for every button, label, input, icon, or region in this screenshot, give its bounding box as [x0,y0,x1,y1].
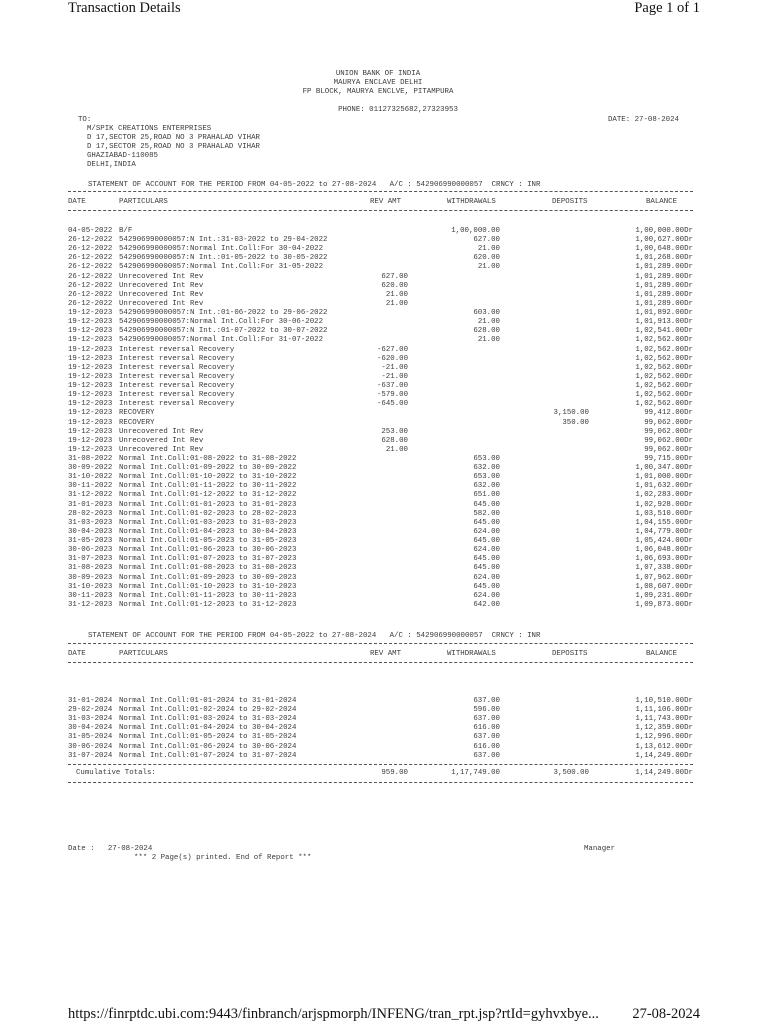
row-balance: 1,00,648.00Dr [635,245,693,254]
row-rev-amt: 620.00 [381,281,408,290]
row-withdrawals: 645.00 [473,500,500,509]
row-date: 30-11-2023 [68,591,113,600]
col-deposits: DEPOSITS [552,650,588,658]
row-date: 19-12-2023 [68,318,113,327]
row-rev-amt: -579.00 [376,391,408,400]
row-balance: 99,062.00Dr [644,427,693,436]
row-particulars: Normal Int.Coll:01-09-2023 to 30-09-2023 [119,573,297,582]
row-withdrawals: 628.00 [473,327,500,336]
table-row [0,697,768,706]
row-balance: 1,02,562.00Dr [635,400,693,409]
row-balance: 99,062.00Dr [644,418,693,427]
col-date: DATE [68,650,86,658]
row-date: 26-12-2022 [68,281,113,290]
row-withdrawals: 637.00 [473,715,500,724]
row-date: 26-12-2022 [68,236,113,245]
print-footer-date: 27-08-2024 [632,1006,700,1022]
col-rev-amt: REV AMT [370,650,402,658]
row-withdrawals: 624.00 [473,573,500,582]
table-row [0,583,768,592]
row-withdrawals: 632.00 [473,482,500,491]
row-balance: 1,04,779.00Dr [635,527,693,536]
divider [68,643,693,644]
row-date: 19-12-2023 [68,418,113,427]
row-balance: 1,02,562.00Dr [635,363,693,372]
bank-branch: MAURYA ENCLAVE DELHI [333,79,423,87]
row-particulars: RECOVERY [119,409,155,418]
row-rev-amt: 628.00 [381,436,408,445]
divider [68,191,693,192]
table-row [0,743,768,752]
row-particulars: Interest reversal Recovery [119,363,235,372]
bank-name: UNION BANK OF INDIA [335,70,421,78]
row-balance: 1,12,359.00Dr [635,724,693,733]
row-date: 26-12-2022 [68,245,113,254]
table-row [0,382,768,391]
row-particulars: 542906990000057:N Int.:01-05-2022 to 30-05-2022 [119,254,328,263]
row-rev-amt: 253.00 [381,427,408,436]
row-balance: 99,062.00Dr [644,445,693,454]
statement-period-line: STATEMENT OF ACCOUNT FOR THE PERIOD FROM 04-05-2022 to 27-08-2024 A/C : 542906990000057 CRNCY : INR [88,632,541,640]
row-particulars: Normal Int.Coll:01-06-2023 to 30-06-2023 [119,546,297,555]
row-balance: 1,01,913.00Dr [635,318,693,327]
row-balance: 1,08,607.00Dr [635,582,693,591]
row-particulars: Normal Int.Coll:01-10-2022 to 31-10-2022 [119,473,297,482]
table-row [0,706,768,715]
row-particulars: Normal Int.Coll:01-05-2023 to 31-05-2023 [119,537,297,546]
table-row [0,464,768,473]
row-withdrawals: 603.00 [473,309,500,318]
table-row [0,236,768,245]
row-deposits: 350.00 [562,418,589,427]
row-balance: 1,02,562.00Dr [635,391,693,400]
report-date: Date : 27-08-2024 [68,845,153,853]
row-date: 31-12-2023 [68,600,113,609]
row-particulars: Interest reversal Recovery [119,345,235,354]
table-row [0,546,768,555]
row-date: 19-12-2023 [68,363,113,372]
row-particulars: Normal Int.Coll:01-03-2024 to 31-03-2024 [119,715,297,724]
row-rev-amt: -21.00 [381,372,408,381]
row-particulars: 542906990000057:Normal Int.Coll:For 31-07-2022 [119,336,324,345]
row-withdrawals: 645.00 [473,537,500,546]
row-withdrawals: 653.00 [473,473,500,482]
row-particulars: Normal Int.Coll:01-03-2023 to 31-03-2023 [119,518,297,527]
row-date: 31-03-2023 [68,518,113,527]
table-row [0,574,768,583]
table-row [0,409,768,418]
table-row [0,282,768,291]
row-date: 19-12-2023 [68,400,113,409]
row-date: 31-07-2023 [68,555,113,564]
row-withdrawals: 596.00 [473,706,500,715]
col-deposits: DEPOSITS [552,198,588,206]
totals-rev-amt: 959.00 [381,769,408,777]
row-date: 19-12-2023 [68,382,113,391]
row-balance: 1,02,562.00Dr [635,336,693,345]
row-withdrawals: 642.00 [473,600,500,609]
row-particulars: Unrecovered Int Rev [119,290,204,299]
row-withdrawals: 632.00 [473,464,500,473]
row-date: 31-12-2022 [68,491,113,500]
row-date: 31-05-2024 [68,733,113,742]
row-particulars: 542906990000057:N Int.:01-06-2022 to 29-06-2022 [119,309,328,318]
table-row [0,309,768,318]
row-date: 19-12-2023 [68,327,113,336]
table-row [0,227,768,236]
row-balance: 1,01,289.00Dr [635,290,693,299]
row-date: 19-12-2023 [68,427,113,436]
customer-name: M/SPIK CREATIONS ENTERPRISES [87,125,212,133]
row-balance: 1,02,562.00Dr [635,354,693,363]
print-footer-url: https://finrptdc.ubi.com:9443/finbranch/arjspmorph/INFENG/tran_rpt.jsp?rtId=gyhvxbye... [68,1006,599,1022]
row-date: 30-04-2024 [68,724,113,733]
divider [68,764,693,765]
row-date: 31-07-2024 [68,751,113,760]
table-row [0,733,768,742]
row-rev-amt: 21.00 [385,290,408,299]
row-rev-amt: -620.00 [376,354,408,363]
row-balance: 1,00,627.00Dr [635,236,693,245]
row-balance: 1,01,632.00Dr [635,482,693,491]
col-withdrawals: WITHDRAWALS [447,198,496,206]
table-row [0,245,768,254]
statement-period-line: STATEMENT OF ACCOUNT FOR THE PERIOD FROM 04-05-2022 to 27-08-2024 A/C : 542906990000057 CRNCY : INR [88,181,541,189]
row-rev-amt: 21.00 [385,445,408,454]
print-header-page-number: Page 1 of 1 [634,0,700,16]
row-date: 19-12-2023 [68,345,113,354]
row-particulars: Unrecovered Int Rev [119,427,204,436]
row-particulars: Normal Int.Coll:01-12-2022 to 31-12-2022 [119,491,297,500]
bank-address: FP BLOCK, MAURYA ENCLVE, PITAMPURA [302,88,454,96]
row-particulars: Normal Int.Coll:01-07-2024 to 31-07-2024 [119,751,297,760]
row-date: 19-12-2023 [68,354,113,363]
row-date: 19-12-2023 [68,409,113,418]
row-balance: 1,11,106.00Dr [635,706,693,715]
row-balance: 1,04,155.00Dr [635,518,693,527]
table-row [0,428,768,437]
customer-address-line: D 17,SECTOR 25,ROAD NO 3 PRAHALAD VIHAR [87,143,260,151]
table-header [0,198,768,207]
table-row [0,254,768,263]
row-withdrawals: 21.00 [477,245,500,254]
row-balance: 1,06,048.00Dr [635,546,693,555]
divider [68,662,693,663]
table-row [0,528,768,537]
row-date: 19-12-2023 [68,445,113,454]
row-particulars: Normal Int.Coll:01-06-2024 to 30-06-2024 [119,742,297,751]
row-date: 30-04-2023 [68,527,113,536]
table-row [0,364,768,373]
row-balance: 1,02,928.00Dr [635,500,693,509]
row-withdrawals: 637.00 [473,697,500,705]
table-row [0,715,768,724]
table-row [0,373,768,382]
row-balance: 1,09,873.00Dr [635,600,693,609]
row-particulars: Normal Int.Coll:01-04-2024 to 30-04-2024 [119,724,297,733]
row-particulars: Normal Int.Coll:01-02-2024 to 29-02-2024 [119,706,297,715]
row-rev-amt: -21.00 [381,363,408,372]
col-particulars: PARTICULARS [119,650,168,658]
col-balance: BALANCE [646,198,678,206]
row-date: 30-11-2022 [68,482,113,491]
row-withdrawals: 616.00 [473,742,500,751]
row-particulars: Interest reversal Recovery [119,391,235,400]
row-balance: 1,02,562.00Dr [635,345,693,354]
row-balance: 99,062.00Dr [644,436,693,445]
row-date: 28-02-2023 [68,509,113,518]
row-balance: 1,01,000.00Dr [635,473,693,482]
table-row [0,555,768,564]
row-withdrawals: 620.00 [473,254,500,263]
table-row [0,437,768,446]
row-date: 26-12-2022 [68,272,113,281]
row-date: 30-06-2023 [68,546,113,555]
customer-city: GHAZIABAD-110085 [87,152,158,160]
totals-withdrawals: 1,17,749.00 [451,769,500,777]
row-particulars: Normal Int.Coll:01-02-2023 to 28-02-2023 [119,509,297,518]
row-particulars: 542906990000057:N Int.:31-03-2022 to 29-04-2022 [119,236,328,245]
row-balance: 1,09,231.00Dr [635,591,693,600]
row-withdrawals: 616.00 [473,724,500,733]
row-balance: 1,01,892.00Dr [635,309,693,318]
row-withdrawals: 624.00 [473,546,500,555]
row-date: 26-12-2022 [68,263,113,272]
row-balance: 1,05,424.00Dr [635,537,693,546]
manager-label: Manager [584,845,616,853]
row-balance: 99,412.00Dr [644,409,693,418]
col-particulars: PARTICULARS [119,198,168,206]
row-rev-amt: -645.00 [376,400,408,409]
row-balance: 1,11,743.00Dr [635,715,693,724]
row-particulars: Normal Int.Coll:01-11-2022 to 30-11-2022 [119,482,297,491]
row-balance: 1,00,347.00Dr [635,464,693,473]
row-date: 30-09-2023 [68,573,113,582]
row-date: 31-08-2022 [68,455,113,463]
row-balance: 1,13,612.00Dr [635,742,693,751]
row-withdrawals: 624.00 [473,591,500,600]
table-row [0,501,768,510]
col-rev-amt: REV AMT [370,198,402,206]
row-withdrawals: 21.00 [477,263,500,272]
print-header-title: Transaction Details [68,0,181,16]
table-row [0,510,768,519]
table-row [0,400,768,409]
row-date: 31-10-2023 [68,582,113,591]
row-withdrawals: 645.00 [473,555,500,564]
row-withdrawals: 1,00,000.00 [451,227,500,235]
row-particulars: Normal Int.Coll:01-01-2024 to 31-01-2024 [119,697,297,705]
row-particulars: Normal Int.Coll:01-10-2023 to 31-10-2023 [119,582,297,591]
table-row [0,336,768,345]
row-balance: 1,12,996.00Dr [635,733,693,742]
row-date: 31-08-2023 [68,564,113,573]
row-particulars: Interest reversal Recovery [119,382,235,391]
table-row [0,537,768,546]
row-balance: 1,01,289.00Dr [635,299,693,308]
row-particulars: Normal Int.Coll:01-05-2024 to 31-05-2024 [119,733,297,742]
table-row [0,263,768,272]
row-particulars: Unrecovered Int Rev [119,445,204,454]
row-balance: 1,03,510.00Dr [635,509,693,518]
row-date: 26-12-2022 [68,290,113,299]
row-withdrawals: 637.00 [473,733,500,742]
end-of-report-note: *** 2 Page(s) printed. End of Report *** [134,854,312,862]
customer-address-line: D 17,SECTOR 25,ROAD NO 3 PRAHALAD VIHAR [87,134,260,142]
row-date: 19-12-2023 [68,436,113,445]
table-row [0,455,768,464]
row-balance: 1,02,541.00Dr [635,327,693,336]
table-row [0,564,768,573]
row-withdrawals: 627.00 [473,236,500,245]
table-row [0,391,768,400]
row-particulars: Unrecovered Int Rev [119,299,204,308]
row-particulars: B/F [119,227,133,235]
row-particulars: 542906990000057:N Int.:01-07-2022 to 30-07-2022 [119,327,328,336]
table-row [0,318,768,327]
row-rev-amt: -627.00 [376,345,408,354]
row-particulars: 542906990000057:Normal Int.Coll:For 31-05-2022 [119,263,324,272]
row-withdrawals: 645.00 [473,518,500,527]
row-withdrawals: 651.00 [473,491,500,500]
row-particulars: Normal Int.Coll:01-11-2023 to 30-11-2023 [119,591,297,600]
row-particulars: Normal Int.Coll:01-09-2022 to 30-09-2022 [119,464,297,473]
row-withdrawals: 582.00 [473,509,500,518]
row-balance: 1,07,338.00Dr [635,564,693,573]
row-withdrawals: 653.00 [473,455,500,463]
cumulative-totals-row [0,769,768,778]
row-particulars: Unrecovered Int Rev [119,281,204,290]
table-row [0,300,768,309]
row-withdrawals: 637.00 [473,751,500,760]
table-row [0,601,768,610]
row-balance: 1,02,562.00Dr [635,382,693,391]
bank-phone: PHONE: 01127325682,27323953 [338,106,458,114]
row-particulars: 542906990000057:Normal Int.Coll:For 30-04-2022 [119,245,324,254]
divider [68,210,693,211]
table-row [0,291,768,300]
row-balance: 1,07,962.00Dr [635,573,693,582]
row-date: 31-10-2022 [68,473,113,482]
row-withdrawals: 645.00 [473,564,500,573]
row-rev-amt: 627.00 [381,272,408,281]
row-deposits: 3,150.00 [553,409,589,418]
row-date: 31-01-2023 [68,500,113,509]
row-particulars: Normal Int.Coll:01-07-2023 to 31-07-2023 [119,555,297,564]
row-date: 30-09-2022 [68,464,113,473]
col-withdrawals: WITHDRAWALS [447,650,496,658]
row-date: 26-12-2022 [68,254,113,263]
col-balance: BALANCE [646,650,678,658]
table-row [0,446,768,455]
row-balance: 1,01,289.00Dr [635,272,693,281]
row-balance: 1,02,283.00Dr [635,491,693,500]
row-rev-amt: -637.00 [376,382,408,391]
to-label: TO: [78,116,92,124]
table-row [0,346,768,355]
row-balance: 1,01,289.00Dr [635,281,693,290]
row-particulars: Normal Int.Coll:01-08-2022 to 31-08-2022 [119,455,297,463]
row-date: 26-12-2022 [68,299,113,308]
row-date: 31-01-2024 [68,697,113,705]
table-row [0,724,768,733]
row-date: 19-12-2023 [68,309,113,318]
totals-label: Cumulative Totals: [76,769,156,777]
totals-balance: 1,14,249.00Dr [635,769,693,777]
row-balance: 1,06,693.00Dr [635,555,693,564]
table-row [0,592,768,601]
table-row [0,273,768,282]
row-particulars: 542906990000057:Normal Int.Coll:For 30-06-2022 [119,318,324,327]
row-balance: 1,02,562.00Dr [635,372,693,381]
row-withdrawals: 624.00 [473,527,500,536]
table-header [0,650,768,659]
row-particulars: Normal Int.Coll:01-01-2023 to 31-01-2023 [119,500,297,509]
table-row [0,491,768,500]
row-particulars: RECOVERY [119,418,155,427]
row-balance: 1,00,000.00Dr [635,227,693,235]
row-particulars: Normal Int.Coll:01-04-2023 to 30-04-2023 [119,527,297,536]
totals-deposits: 3,500.00 [553,769,589,777]
row-balance: 1,14,249.00Dr [635,751,693,760]
row-balance: 1,10,510.00Dr [635,697,693,705]
row-particulars: Unrecovered Int Rev [119,272,204,281]
row-date: 19-12-2023 [68,372,113,381]
row-balance: 1,01,289.00Dr [635,263,693,272]
divider [68,782,693,783]
row-rev-amt: 21.00 [385,299,408,308]
row-particulars: Normal Int.Coll:01-12-2023 to 31-12-2023 [119,600,297,609]
row-date: 19-12-2023 [68,391,113,400]
row-withdrawals: 21.00 [477,318,500,327]
row-date: 29-02-2024 [68,706,113,715]
row-particulars: Normal Int.Coll:01-08-2023 to 31-08-2023 [119,564,297,573]
table-row [0,473,768,482]
row-date: 31-05-2023 [68,537,113,546]
table-row [0,355,768,364]
table-row [0,327,768,336]
row-withdrawals: 21.00 [477,336,500,345]
col-date: DATE [68,198,86,206]
table-row [0,752,768,761]
row-balance: 1,01,268.00Dr [635,254,693,263]
row-date: 19-12-2023 [68,336,113,345]
row-date: 31-03-2024 [68,715,113,724]
row-particulars: Interest reversal Recovery [119,354,235,363]
row-date: 30-06-2024 [68,742,113,751]
row-particulars: Unrecovered Int Rev [119,436,204,445]
row-particulars: Interest reversal Recovery [119,372,235,381]
row-balance: 99,715.00Dr [644,455,693,463]
customer-country: DELHI,INDIA [87,161,136,169]
table-row [0,419,768,428]
table-row [0,482,768,491]
row-withdrawals: 645.00 [473,582,500,591]
row-date: 04-05-2022 [68,227,113,235]
statement-date: DATE: 27-08-2024 [608,116,679,124]
table-row [0,519,768,528]
row-particulars: Interest reversal Recovery [119,400,235,409]
